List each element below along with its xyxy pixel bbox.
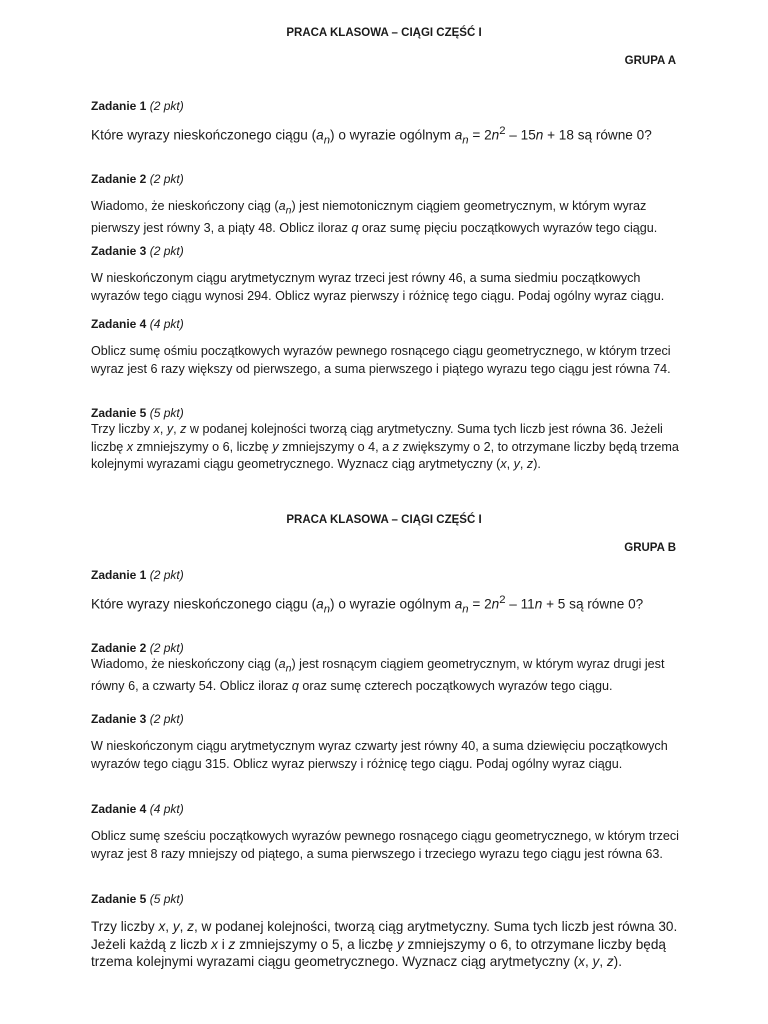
task-a3	[91, 243, 691, 305]
task-a4-header: Zadanie 4 (4 pkt)	[91, 317, 184, 331]
task-b1-header: Zadanie 1 (2 pkt)	[91, 568, 184, 582]
task-a3-header: Zadanie 3 (2 pkt)	[91, 244, 184, 258]
task-label: Zadanie 1	[91, 99, 147, 113]
task-b4-text: Oblicz sumę sześciu początkowych wyrazów pewnego rosnącego ciągu geometrycznego, w którym trzeci wyraz jest 8 razy mniejszy od piątego, a suma pierwszego i trzeciego wyrazu tego ciągu jest równa 63.	[91, 829, 679, 861]
task-a2	[91, 171, 691, 238]
task-a3-text: W nieskończonym ciągu arytmetycznym wyraz trzeci jest równy 46, a suma siedmiu początkowych wyrazów tego ciągu wynosi 294. Oblicz wyraz pierwszy i różnicę tego ciągu. Podaj ogólny wyraz ciągu.	[91, 271, 665, 303]
task-a4-text: Oblicz sumę ośmiu początkowych wyrazów pewnego rosnącego ciągu geometrycznego, w którym trzeci wyraz jest 6 razy większy od pierwszego, a suma pierwszego i piątego wyrazu tego ciągu jest równa 74.	[91, 344, 671, 376]
task-a1-header	[91, 98, 691, 114]
title-group-b: PRACA KLASOWA – CIĄGI CZĘŚĆ I	[286, 514, 482, 526]
task-a5	[91, 405, 691, 474]
task-points: (2 pkt)	[149, 99, 184, 113]
task-b3-text: W nieskończonym ciągu arytmetycznym wyraz czwarty jest równy 40, a suma dziewięciu początkowych wyrazów tego ciągu 315. Oblicz wyraz pierwszy i różnicę tego ciągu. Podaj ogólny wyraz ciągu.	[91, 739, 668, 771]
task-a5-text: Trzy liczby x, y, z w podanej kolejności tworzą ciąg arytmetyczny. Suma tych liczb jest równa 36. Jeżeli liczbę x zmniejszymy o 6, liczbę y zmniejszymy o 4, a z zwiększymy o 2, to otrzymane liczby będą trzema kolejnymi wyrazami ciągu geometrycznego. Wyznacz ciąg arytmetyczny (x, y, z).	[91, 422, 679, 472]
task-b1-text: Które wyrazy nieskończonego ciągu $(a_n)$ o wyrazie ogólnym $a_n = 2n^2 - 11n + 5$ są równe 0?	[91, 594, 644, 616]
task-b5-header: Zadanie 5 (5 pkt)	[91, 892, 184, 906]
group-a-label: GRUPA A	[624, 55, 676, 67]
task-a2-header: Zadanie 2 (2 pkt)	[91, 172, 184, 186]
task-b2-header: Zadanie 2 (2 pkt)	[91, 641, 184, 655]
task-a1-text: Które wyrazy nieskończonego ciągu $(a_n)$ o wyrazie ogólnym $a_n = 2n^2 - 15n + 18$ są równe 0?	[91, 125, 652, 147]
task-b5	[91, 891, 691, 971]
task-b3	[91, 711, 691, 773]
task-b4-header: Zadanie 4 (4 pkt)	[91, 802, 184, 816]
task-a2-text: Wiadomo, że nieskończony ciąg $(a_n)$ jest niemotonicznym ciągiem geometrycznym, w którym wyraz pierwszy jest równy 3, a piąty 48. Oblicz iloraz q oraz sumę pięciu początkowych wyrazów tego ciągu.	[91, 199, 658, 236]
task-b3-header: Zadanie 3 (2 pkt)	[91, 712, 184, 726]
task-b1	[91, 567, 691, 619]
title-group-a: PRACA KLASOWA – CIĄGI CZĘŚĆ I	[286, 27, 482, 39]
task-b4	[91, 801, 691, 863]
task-a4	[91, 316, 691, 378]
task-b5-text: Trzy liczby x, y, z, w podanej kolejności, tworzą ciąg arytmetyczny. Suma tych liczb jest równa 30. Jeżeli każdą z liczb x i z zmniejszymy o 5, a liczbę y zmniejszymy o 6, to otrzymane liczby będą trzema kolejnymi wyrazami ciągu geometrycznego. Wyznacz ciąg arytmetyczny (x, y, z).	[91, 919, 678, 970]
task-b2-text: Wiadomo, że nieskończony ciąg $(a_n)$ jest rosnącym ciągiem geometrycznym, w którym wyraz drugi jest równy 6, a czwarty 54. Oblicz iloraz q oraz sumę czterech początkowych wyrazów tego ciągu.	[91, 657, 665, 694]
task-a5-header: Zadanie 5 (5 pkt)	[91, 406, 184, 420]
group-b-label: GRUPA B	[624, 542, 676, 554]
task-a1	[91, 98, 691, 150]
task-b2	[91, 640, 691, 696]
